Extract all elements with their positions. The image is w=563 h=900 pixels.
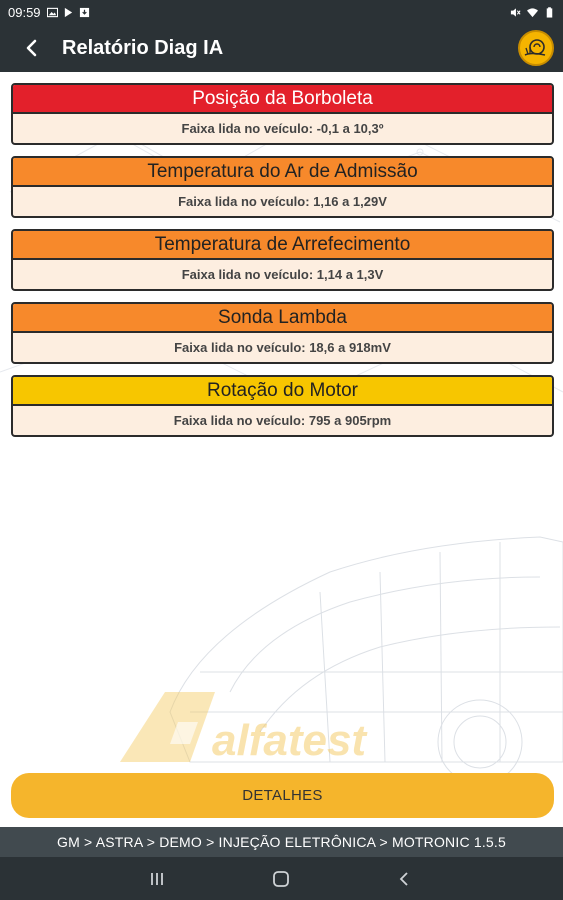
diagnosis-card-throttle[interactable] (11, 83, 554, 145)
breadcrumb: GM > ASTRA > DEMO > INJEÇÃO ELETRÔNICA > MOTRONIC 1.5.5 (0, 827, 563, 857)
card-title: Sonda Lambda (13, 304, 552, 333)
battery-icon (544, 7, 555, 18)
app-logo-button[interactable] (518, 30, 554, 66)
system-nav-bar (0, 857, 563, 900)
card-value: Faixa lida no veículo: 1,14 a 1,3V (181, 267, 384, 282)
system-back-button[interactable] (374, 857, 434, 900)
card-title: Rotação do Motor (13, 377, 552, 406)
card-title: Temperatura de Arrefecimento (13, 231, 552, 260)
status-bar (0, 0, 563, 24)
card-title: Temperatura do Ar de Admissão (13, 158, 552, 187)
card-value: Faixa lida no veículo: 18,6 a 918mV (174, 340, 391, 355)
status-time: 09:59 (8, 4, 41, 20)
play-store-icon (63, 7, 74, 18)
card-title: Posição da Borboleta (13, 85, 552, 114)
diagnosis-card-coolant-temp[interactable] (11, 229, 554, 291)
recent-apps-icon (149, 871, 165, 887)
diagnosis-card-lambda-sensor[interactable] (11, 302, 554, 364)
card-value: Faixa lida no veículo: -0,1 a 10,3º (181, 121, 384, 136)
mute-icon (510, 7, 521, 18)
alfatest-watermark (120, 692, 368, 765)
diagnosis-card-engine-rpm[interactable] (11, 375, 554, 437)
download-icon (79, 7, 90, 18)
snail-logo-icon (523, 37, 549, 59)
recent-apps-button[interactable] (127, 857, 187, 900)
wifi-icon (527, 7, 538, 18)
arrow-left-icon (23, 39, 41, 57)
gallery-icon (47, 7, 58, 18)
home-icon (272, 870, 290, 888)
page-title: Relatório Diag IA (62, 36, 224, 59)
diagnosis-list (11, 83, 554, 448)
back-button[interactable] (10, 24, 54, 72)
card-value: Faixa lida no veículo: 1,16 a 1,29V (178, 194, 387, 209)
app-bar (0, 24, 563, 72)
details-button[interactable]: DETALHES (11, 773, 554, 818)
card-value: Faixa lida no veículo: 795 a 905rpm (173, 413, 392, 428)
diagnosis-card-intake-air-temp[interactable] (11, 156, 554, 218)
home-button[interactable] (251, 857, 311, 900)
chevron-left-icon (397, 871, 411, 887)
svg-text:alfatest: alfatest (212, 716, 367, 765)
